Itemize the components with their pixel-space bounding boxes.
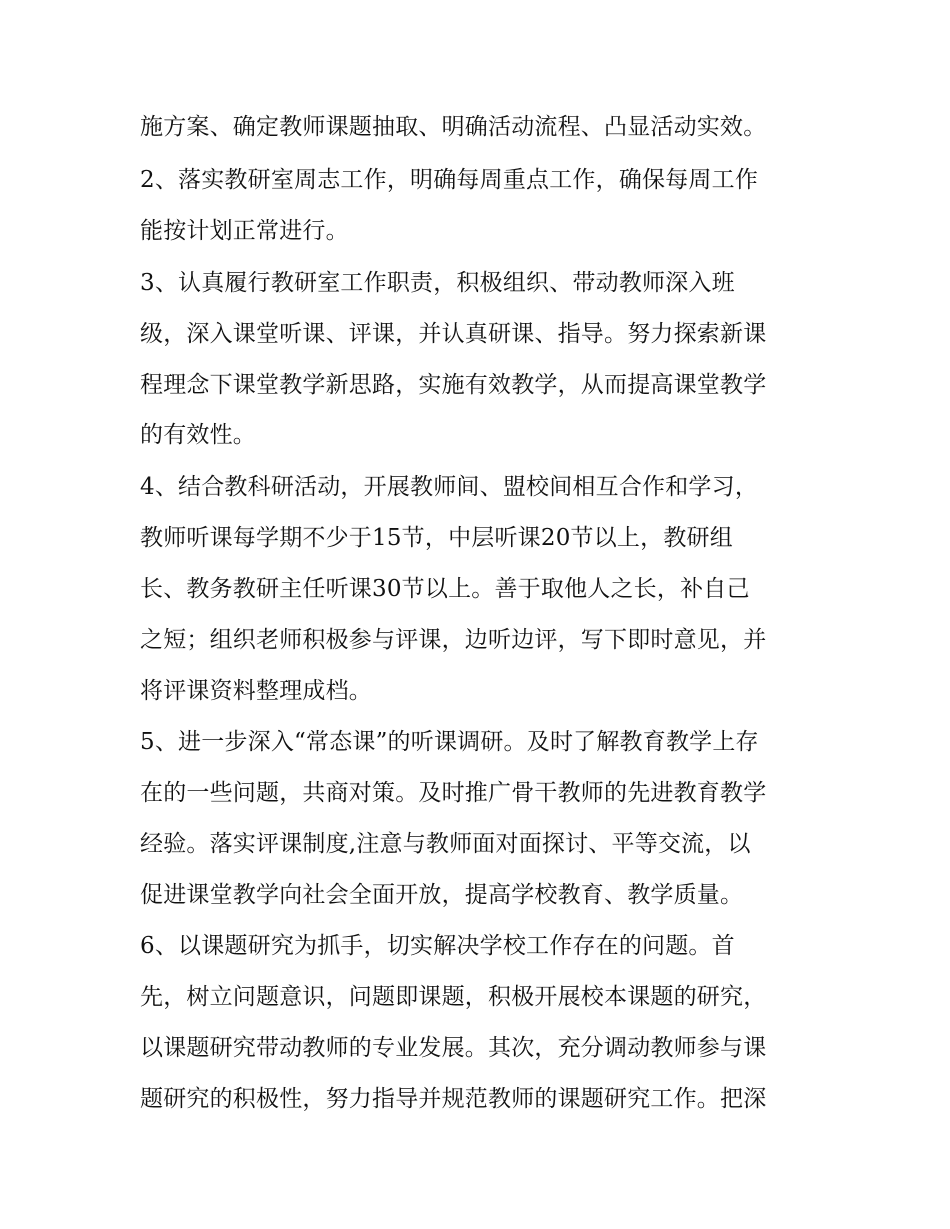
- text-line: 6、以课题研究为抓手，切实解决学校工作存在的问题。首: [140, 933, 735, 959]
- text-line: 4、结合教科研活动，开展教师间、盟校间相互合作和学习，: [140, 474, 759, 500]
- text-line: 将评课资料整理成档。: [140, 678, 372, 704]
- text-line: 施方案、确定教师课题抽取、明确活动流程、凸显活动实效。: [140, 114, 767, 140]
- text-line: 教师听课每学期不少于15节，中层听课20节以上，教研组: [140, 525, 733, 551]
- text-line: 题研究的积极性，努力指导并规范教师的课题研究工作。把深: [140, 1086, 767, 1112]
- text-line: 在的一些问题，共商对策。及时推广骨干教师的先进教育教学: [140, 780, 767, 806]
- text-line: 2、落实教研室周志工作，明确每周重点工作，确保每周工作: [140, 167, 759, 193]
- text-line: 级，深入课堂听课、评课，并认真研课、指导。努力探索新课: [140, 321, 767, 347]
- text-line: 促进课堂教学向社会全面开放，提高学校教育、教学质量。: [140, 882, 744, 908]
- text-line: 经验。落实评课制度,注意与教师面对面探讨、平等交流，以: [140, 831, 751, 857]
- text-line: 之短；组织老师积极参与评课，边听边评，写下即时意见，并: [140, 627, 767, 653]
- text-line: 长、教务教研主任听课30节以上。善于取他人之长，补自己: [140, 576, 750, 602]
- text-line: 以课题研究带动教师的专业发展。其次，充分调动教师参与课: [140, 1035, 767, 1061]
- text-line: 能按计划正常进行。: [140, 218, 349, 244]
- text-line: 程理念下课堂教学新思路，实施有效教学，从而提高课堂教学: [140, 372, 767, 398]
- text-line: 3、认真履行教研室工作职责，积极组织、带动教师深入班: [140, 270, 735, 296]
- text-line: 先，树立问题意识，问题即课题，积极开展校本课题的研究，: [140, 984, 767, 1010]
- text-line: 的有效性。: [140, 422, 256, 448]
- text-line: 5、进一步深入“常态课”的听课调研。及时了解教育教学上存: [140, 729, 759, 755]
